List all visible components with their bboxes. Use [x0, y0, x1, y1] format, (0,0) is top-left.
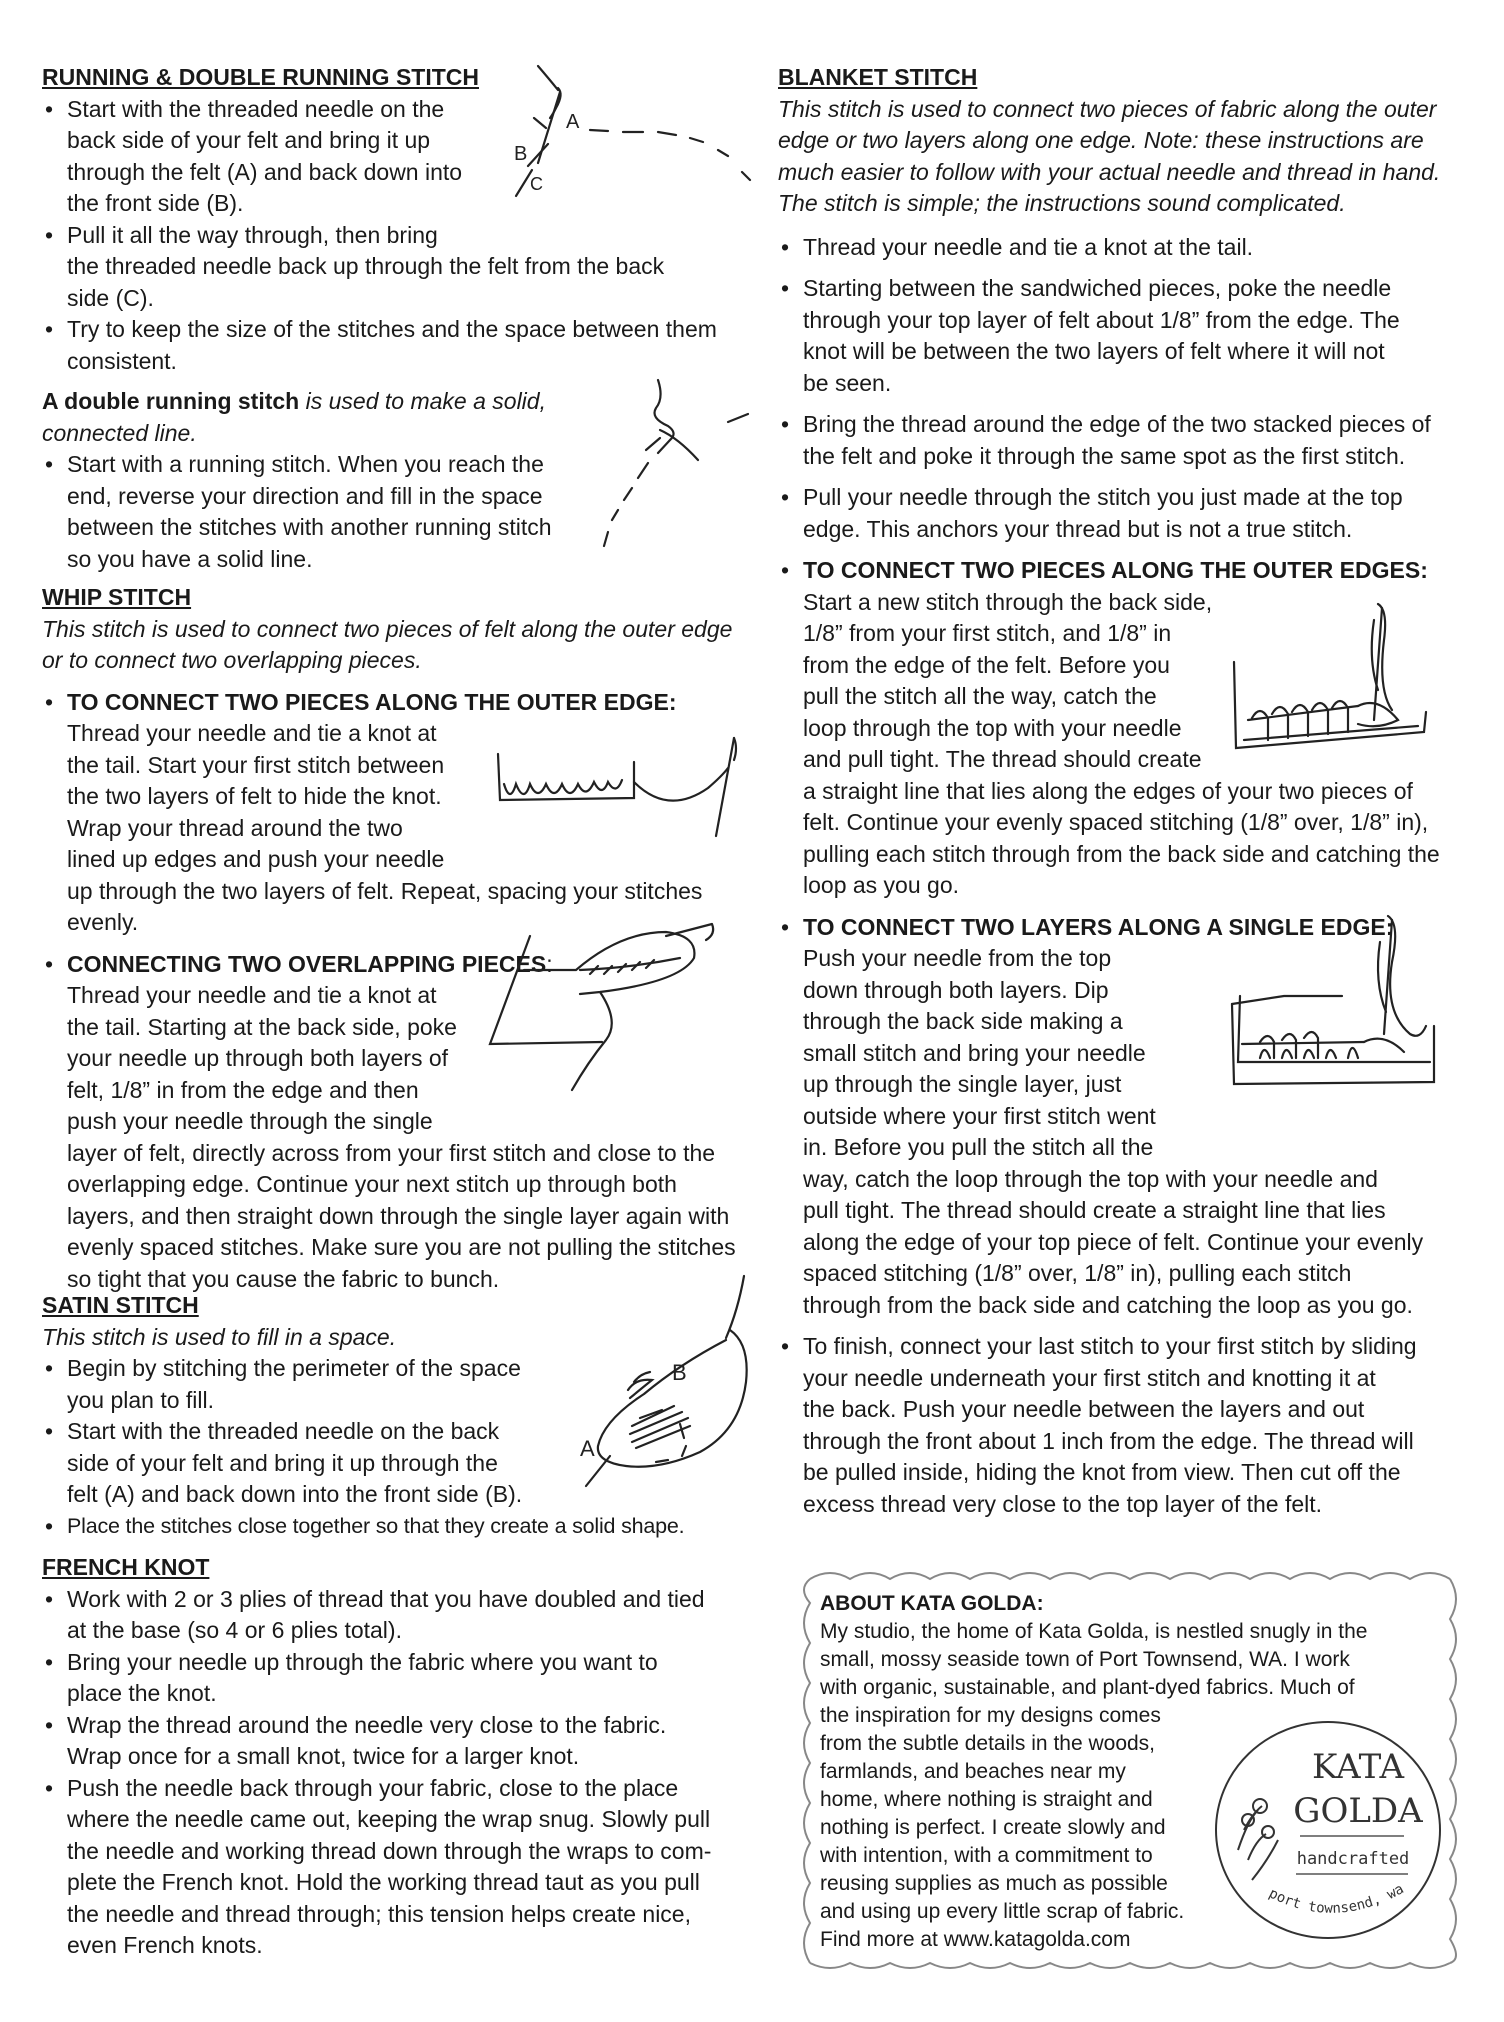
kata-golda-logo [1208, 1710, 1448, 1950]
list-item: • To finish, connect your last stitch to your first stitch by sliding your needle underneath your first stitch and knotting it at the back. Push your needle between the layers and out through the front about 1 inch from the edge. The thread will be pulled inside, hiding the knot from view. Then cut off the excess thread very close to the top layer of the felt. [803, 1331, 1478, 1520]
double-running-intro: A double running stitch is used to make a solid, [42, 388, 546, 414]
label-a: A [566, 111, 580, 133]
whip-stitch-section: WHIP STITCH This stitch is used to connect two pieces of felt along the outer edge or to connect two overlapping pieces. • TO CONNECT TWO PIECES ALONG THE OUTER EDGE: Thread your needle and tie a knot at the tail. Start your first stitch between the two layers of felt to hide the knot. Wrap your thread around the two lined up edges and push your needle up through the two layers of felt. Repeat, spacing your stitches evenly. • CONNECTING TWO OVERLAPPING PIECES: Thread your needle and tie a knot at the tail. Starting at the back side, poke your needle up through both layers of felt, 1/8” in from the edge and then push your needle through the single layer of felt, directly across from your first stitch and close to the overlapping edge. Continue your next stitch up through both layers, and then straight down through the single layer again with evenly spaced stitches. Make sure you are not pulling the stitches so tight that you cause the fabric to bunch. [42, 582, 762, 1295]
list-item: • Start with the threaded needle on the back side of your felt and bring it up through the felt (A) and back down into the front side (B). [67, 1416, 762, 1511]
french-knot-section [42, 1552, 762, 1962]
blanket-outer-edge-illustration [1228, 600, 1444, 760]
list-item: • Start with a running stitch. When you reach the end, reverse your direction and fill in the space between the stitches with another running stitch so you have a solid line. [67, 449, 762, 575]
running-stitch-illustration [498, 58, 760, 228]
list-item: • Bring the thread around the edge of the two stacked pieces of the felt and poke it through the same spot as the first stitch. [803, 409, 1478, 472]
about-text: ABOUT KATA GOLDA: My studio, the home of Kata Golda, is nestled snugly in the small, mossy seaside town of Port Townsend, WA. I work with organic, sustainable, and plant-dyed fabrics. Much of the inspiration for my designs comes from the subtle details in the woods, farmlands, and beaches near my home, where nothing is straight and nothing is perfect. I create slowly and with intention, with a commitment to reusing supplies as much as possible and using up every little scrap of fabric. Find more at www.katagolda.com [820, 1592, 1368, 1951]
list-item: • Pull your needle through the stitch you just made at the top edge. This anchors your thread but is not a true stitch. [803, 482, 1478, 545]
list-item: • TO CONNECT TWO PIECES ALONG THE OUTER EDGE: Thread your needle and tie a knot at the tail. Start your first stitch between the two layers of felt to hide the knot. Wrap your thread around the two lined up edges and push your needle up through the two layers of felt. Repeat, spacing your stitches evenly. [67, 687, 762, 939]
blanket-single-edge-illustration [1224, 912, 1444, 1094]
list-item: • Place the stitches close together so that they create a solid shape. [67, 1511, 762, 1543]
list-item: • Start with the threaded needle on the back side of your felt and bring it up through the felt (A) and back down into the front side (B). [67, 94, 762, 220]
list-item: • Wrap the thread around the needle very close to the fabric. Wrap once for a small knot, twice for a larger knot. [67, 1710, 762, 1773]
french-knot-heading: FRENCH KNOT [42, 1554, 210, 1580]
label-b: B [672, 1360, 687, 1385]
list-item: • Bring your needle up through the fabric where you want to place the knot. [67, 1647, 762, 1710]
list-item: • Starting between the sandwiched pieces, poke the needle through your top layer of felt about 1/8” from the edge. The knot will be between the two layers of felt where it will not be seen. [803, 273, 1478, 399]
whip-outer-edge-illustration [488, 732, 760, 842]
satin-stitch-heading: SATIN STITCH [42, 1292, 199, 1318]
satin-stitch-illustration [570, 1270, 762, 1510]
logo-golda: GOLDA [1293, 1791, 1423, 1831]
whip-overlapping-illustration [480, 922, 762, 1100]
list-item: • Try to keep the size of the stitches and the space between them consistent. [67, 314, 762, 377]
whip-stitch-heading: WHIP STITCH [42, 584, 192, 610]
running-stitch-section: RUNNING & DOUBLE RUNNING STITCH • Start with the threaded needle on the back side of your felt and bring it up through the felt (A) and back down into the front side (B). • Pull it all the way through, then bring the threaded needle back up through the felt from the back side (C). • Try to keep the size of the stitches and the space between them consistent. A double running stitch is used to make a solid, connected line. • Start with a running stitch. When you reach the end, reverse your direction and fill in the space between the stitches with another running stitch so you have a solid line. [42, 62, 762, 575]
blanket-stitch-section: BLANKET STITCH This stitch is used to connect two pieces of fabric along the outer edge or two layers along one edge. Note: these instructions are much easier to follow with your actual needle and thread in hand. The stitch is simple; the instructions sound complicated. • Thread your needle and tie a knot at the tail. • Starting between the sandwiched pieces, poke the needle through your top layer of felt about 1/8” from the edge. The knot will be between the two layers of felt where it will not be seen. • Bring the thread around the edge of the two stacked pieces of the felt and poke it through the same spot as the first stitch. • Pull your needle through the stitch you just made at the top edge. This anchors your thread but is not a true stitch. • TO CONNECT TWO PIECES ALONG THE OUTER EDGES: Start a new stitch through the back side, 1/8” from your first stitch, and 1/8” in from the edge of the felt. Before you pull the stitch all the way, catch the loop through the top with your needle and pull tight. The thread should create a straight line that lies along the edges of your two pieces of felt. Continue your evenly spaced stitching (1/8” over, 1/8” in), pulling each stitch through from the back side and catching the loop as you go. • TO CONNECT TWO LAYERS ALONG A SINGLE EDGE: Push your needle from the top down through both layers. Dip through the back side making a small stitch and bring your needle up through the single layer, just outside where your first stitch went in. Before you pull the stitch all the way, catch the loop through the top with your needle and pull tight. The thread should create a straight line that lies along the edge of your top piece of felt. Continue your evenly spaced stitching (1/8” over, 1/8” in), pulling each stitch through from the back side and catching the loop as you go. • To finish, connect your last stitch to your first stitch by sliding your needle underneath your first stitch and knotting it at the back. Push your needle between the layers and out through the front about 1 inch from the edge. The thread will be pulled inside, hiding the knot from view. Then cut off the excess thread very close to the top layer of the felt. [778, 62, 1478, 1520]
label-a: A [580, 1436, 595, 1461]
list-item: • Pull it all the way through, then bring the threaded needle back up through the felt from the back side (C). [67, 220, 762, 315]
label-c: C [530, 174, 543, 194]
label-b: B [514, 143, 528, 165]
list-item: • Begin by stitching the perimeter of the space you plan to fill. [67, 1353, 762, 1416]
list-item: • TO CONNECT TWO PIECES ALONG THE OUTER EDGES: Start a new stitch through the back side, 1/8” from your first stitch, and 1/8” in from the edge of the felt. Before you pull the stitch all the way, catch the loop through the top with your needle and pull tight. The thread should create a straight line that lies along the edges of your two pieces of felt. Continue your evenly spaced stitching (1/8” over, 1/8” in), pulling each stitch through from the back side and catching the loop as you go. [803, 555, 1478, 902]
logo-location: port townsend, wa [1266, 1881, 1407, 1917]
double-running-illustration [598, 378, 762, 558]
list-item: • Push the needle back through your fabric, close to the place where the needle came out, keeping the wrap snug. Slowly pull the needle and working thread down through the wraps to com- plete the French knot. Hold the working thread taut as you pull the needle and thread through; this tension helps create nice, even French knots. [67, 1773, 762, 1962]
running-stitch-heading: RUNNING & DOUBLE RUNNING STITCH [42, 64, 479, 90]
list-item: • TO CONNECT TWO LAYERS ALONG A SINGLE EDGE: Push your needle from the top down through both layers. Dip through the back side making a small stitch and bring your needle up through the single layer, just outside where your first stitch went in. Before you pull the stitch all the way, catch the loop through the top with your needle and pull tight. The thread should create a straight line that lies along the edge of your top piece of felt. Continue your evenly spaced stitching (1/8” over, 1/8” in), pulling each stitch through from the back side and catching the loop as you go. [803, 912, 1478, 1322]
logo-handcrafted: handcrafted [1296, 1849, 1410, 1869]
satin-stitch-section: SATIN STITCH This stitch is used to fill in a space. • Begin by stitching the perimeter of the space you plan to fill. • Start with the threaded needle on the back side of your felt and bring it up through the felt (A) and back down into the front side (B). • Place the stitches close together so that they create a solid shape. [42, 1290, 762, 1542]
blanket-stitch-heading: BLANKET STITCH [778, 64, 978, 90]
list-item: • Work with 2 or 3 plies of thread that you have doubled and tied at the base (so 4 or 6 plies total). [67, 1584, 762, 1647]
list-item: • Thread your needle and tie a knot at the tail. [803, 232, 1478, 264]
flower-icon [1253, 1799, 1267, 1813]
logo-kata: KATA [1311, 1747, 1405, 1787]
list-item: • CONNECTING TWO OVERLAPPING PIECES: Thread your needle and tie a knot at the tail. Starting at the back side, poke your needle up through both layers of felt, 1/8” in from the edge and then push your needle through the single layer of felt, directly across from your first stitch and close to the overlapping edge. Continue your next stitch up through both layers, and then straight down through the single layer again with evenly spaced stitches. Make sure you are not pulling the stitches so tight that you cause the fabric to bunch. [67, 949, 762, 1296]
